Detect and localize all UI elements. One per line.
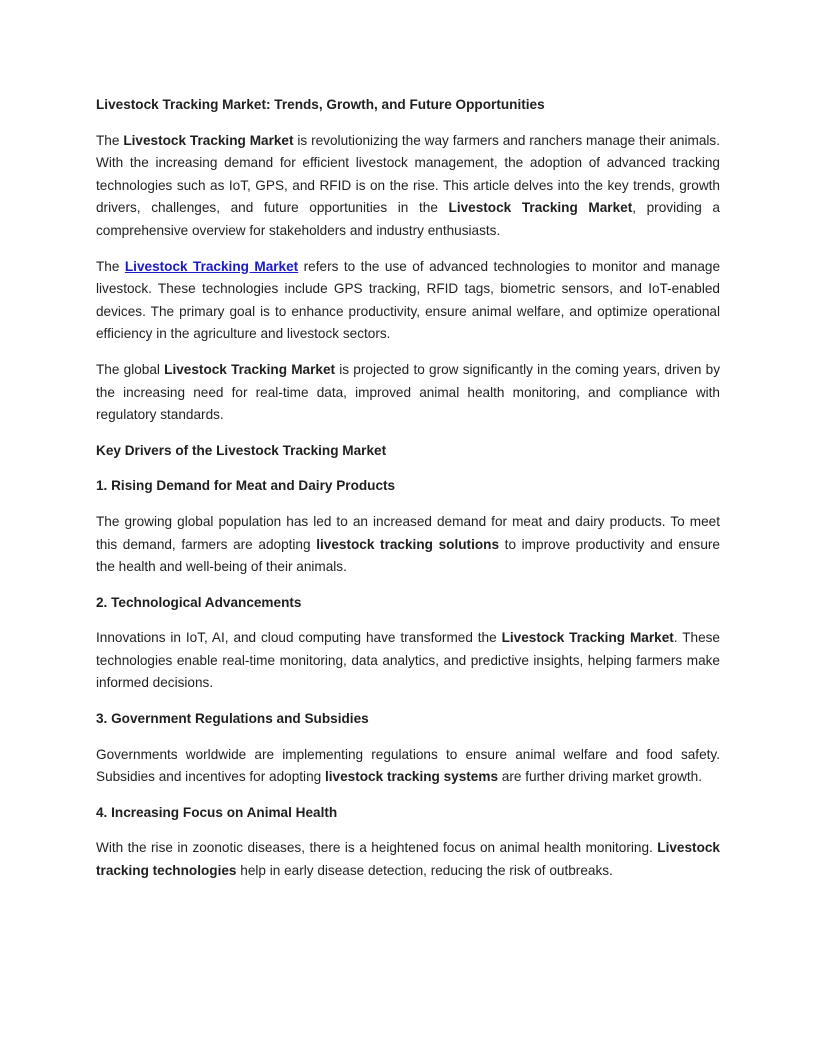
- driver1-paragraph: [96, 511, 720, 579]
- driver2-text-1: Innovations in IoT, AI, and cloud computing have transformed the: [96, 630, 502, 646]
- intro-bold-2: Livestock Tracking Market: [448, 200, 633, 216]
- driver1-bold-1: livestock tracking solutions: [316, 536, 500, 552]
- driver2-paragraph: [96, 627, 720, 695]
- driver2-text-2: . These technologies enable real-time monitoring, data analytics, and predictive insights, helping farmers make informed decisions.: [96, 630, 720, 691]
- document-title: Livestock Tracking Market: Trends, Growth, and Future Opportunities: [96, 97, 545, 112]
- driver3-paragraph: [96, 744, 720, 789]
- definition-text-1: The: [96, 258, 125, 274]
- driver4-paragraph: [96, 837, 720, 882]
- intro-text-2: is revolutionizing the way farmers and ranchers manage their animals. With the increasing demand for efficient livestock management, the adoption of advanced tracking technologies such as IoT, GPS, and RFID is on the rise. This article delves into the key trends, growth drivers, challenges, and future opportunities in the: [96, 132, 720, 216]
- driver4-text-1: With the rise in zoonotic diseases, there is a heightened focus on animal health monitoring.: [96, 840, 658, 856]
- driver1-heading: 1. Rising Demand for Meat and Dairy Products: [96, 478, 396, 494]
- intro-text-1: The: [96, 132, 124, 148]
- driver2-heading: 2. Technological Advancements: [96, 594, 302, 610]
- driver3-text-2: are further driving market growth.: [498, 769, 703, 785]
- global-text-2: is projected to grow significantly in the coming years, driven by the increasing need for real-time data, improved animal health monitoring, and compliance with regulatory standards.: [96, 361, 720, 423]
- driver1-text-1: The growing global population has led to an increased demand for meat and dairy products. To meet this demand, farmers are adopting: [96, 513, 720, 552]
- global-text-1: The global: [96, 361, 165, 377]
- intro-text-3: , providing a comprehensive overview for stakeholders and industry enthusiasts.: [96, 200, 720, 238]
- driver3-bold-1: livestock tracking systems: [324, 769, 499, 785]
- driver2-bold-1: Livestock Tracking Market: [501, 630, 674, 646]
- driver3-heading: 3. Government Regulations and Subsidies: [96, 711, 369, 727]
- definition-text-2: refers to the use of advanced technologies to monitor and manage livestock. These technologies include GPS tracking, RFID tags, biometric sensors, and IoT-enabled devices. The primary goal is to enhance productivity, ensure animal welfare, and optimize operational efficiency in the agriculture and livestock sectors.: [96, 258, 721, 342]
- intro-paragraph: [96, 130, 720, 243]
- driver1-text-2: to improve productivity and ensure the health and well-being of their animals.: [96, 536, 720, 575]
- driver3-text-1: Governments worldwide are implementing regulations to ensure animal welfare and food safety. Subsidies and incentives for adopting: [96, 746, 720, 785]
- driver4-heading: 4. Increasing Focus on Animal Health: [96, 804, 338, 820]
- livestock-tracking-market-link[interactable]: Livestock Tracking Market: [124, 258, 299, 274]
- global-paragraph: [96, 359, 720, 427]
- document-page: [96, 94, 720, 896]
- definition-paragraph: [96, 256, 720, 346]
- intro-bold-1: Livestock Tracking Market: [123, 132, 294, 148]
- driver4-text-2: help in early disease detection, reducing the risk of outbreaks.: [236, 863, 613, 879]
- driver4-bold-1: Livestock tracking technologies: [96, 840, 720, 879]
- drivers-heading: Key Drivers of the Livestock Tracking Market: [96, 442, 387, 458]
- global-bold-1: Livestock Tracking Market: [164, 361, 336, 377]
